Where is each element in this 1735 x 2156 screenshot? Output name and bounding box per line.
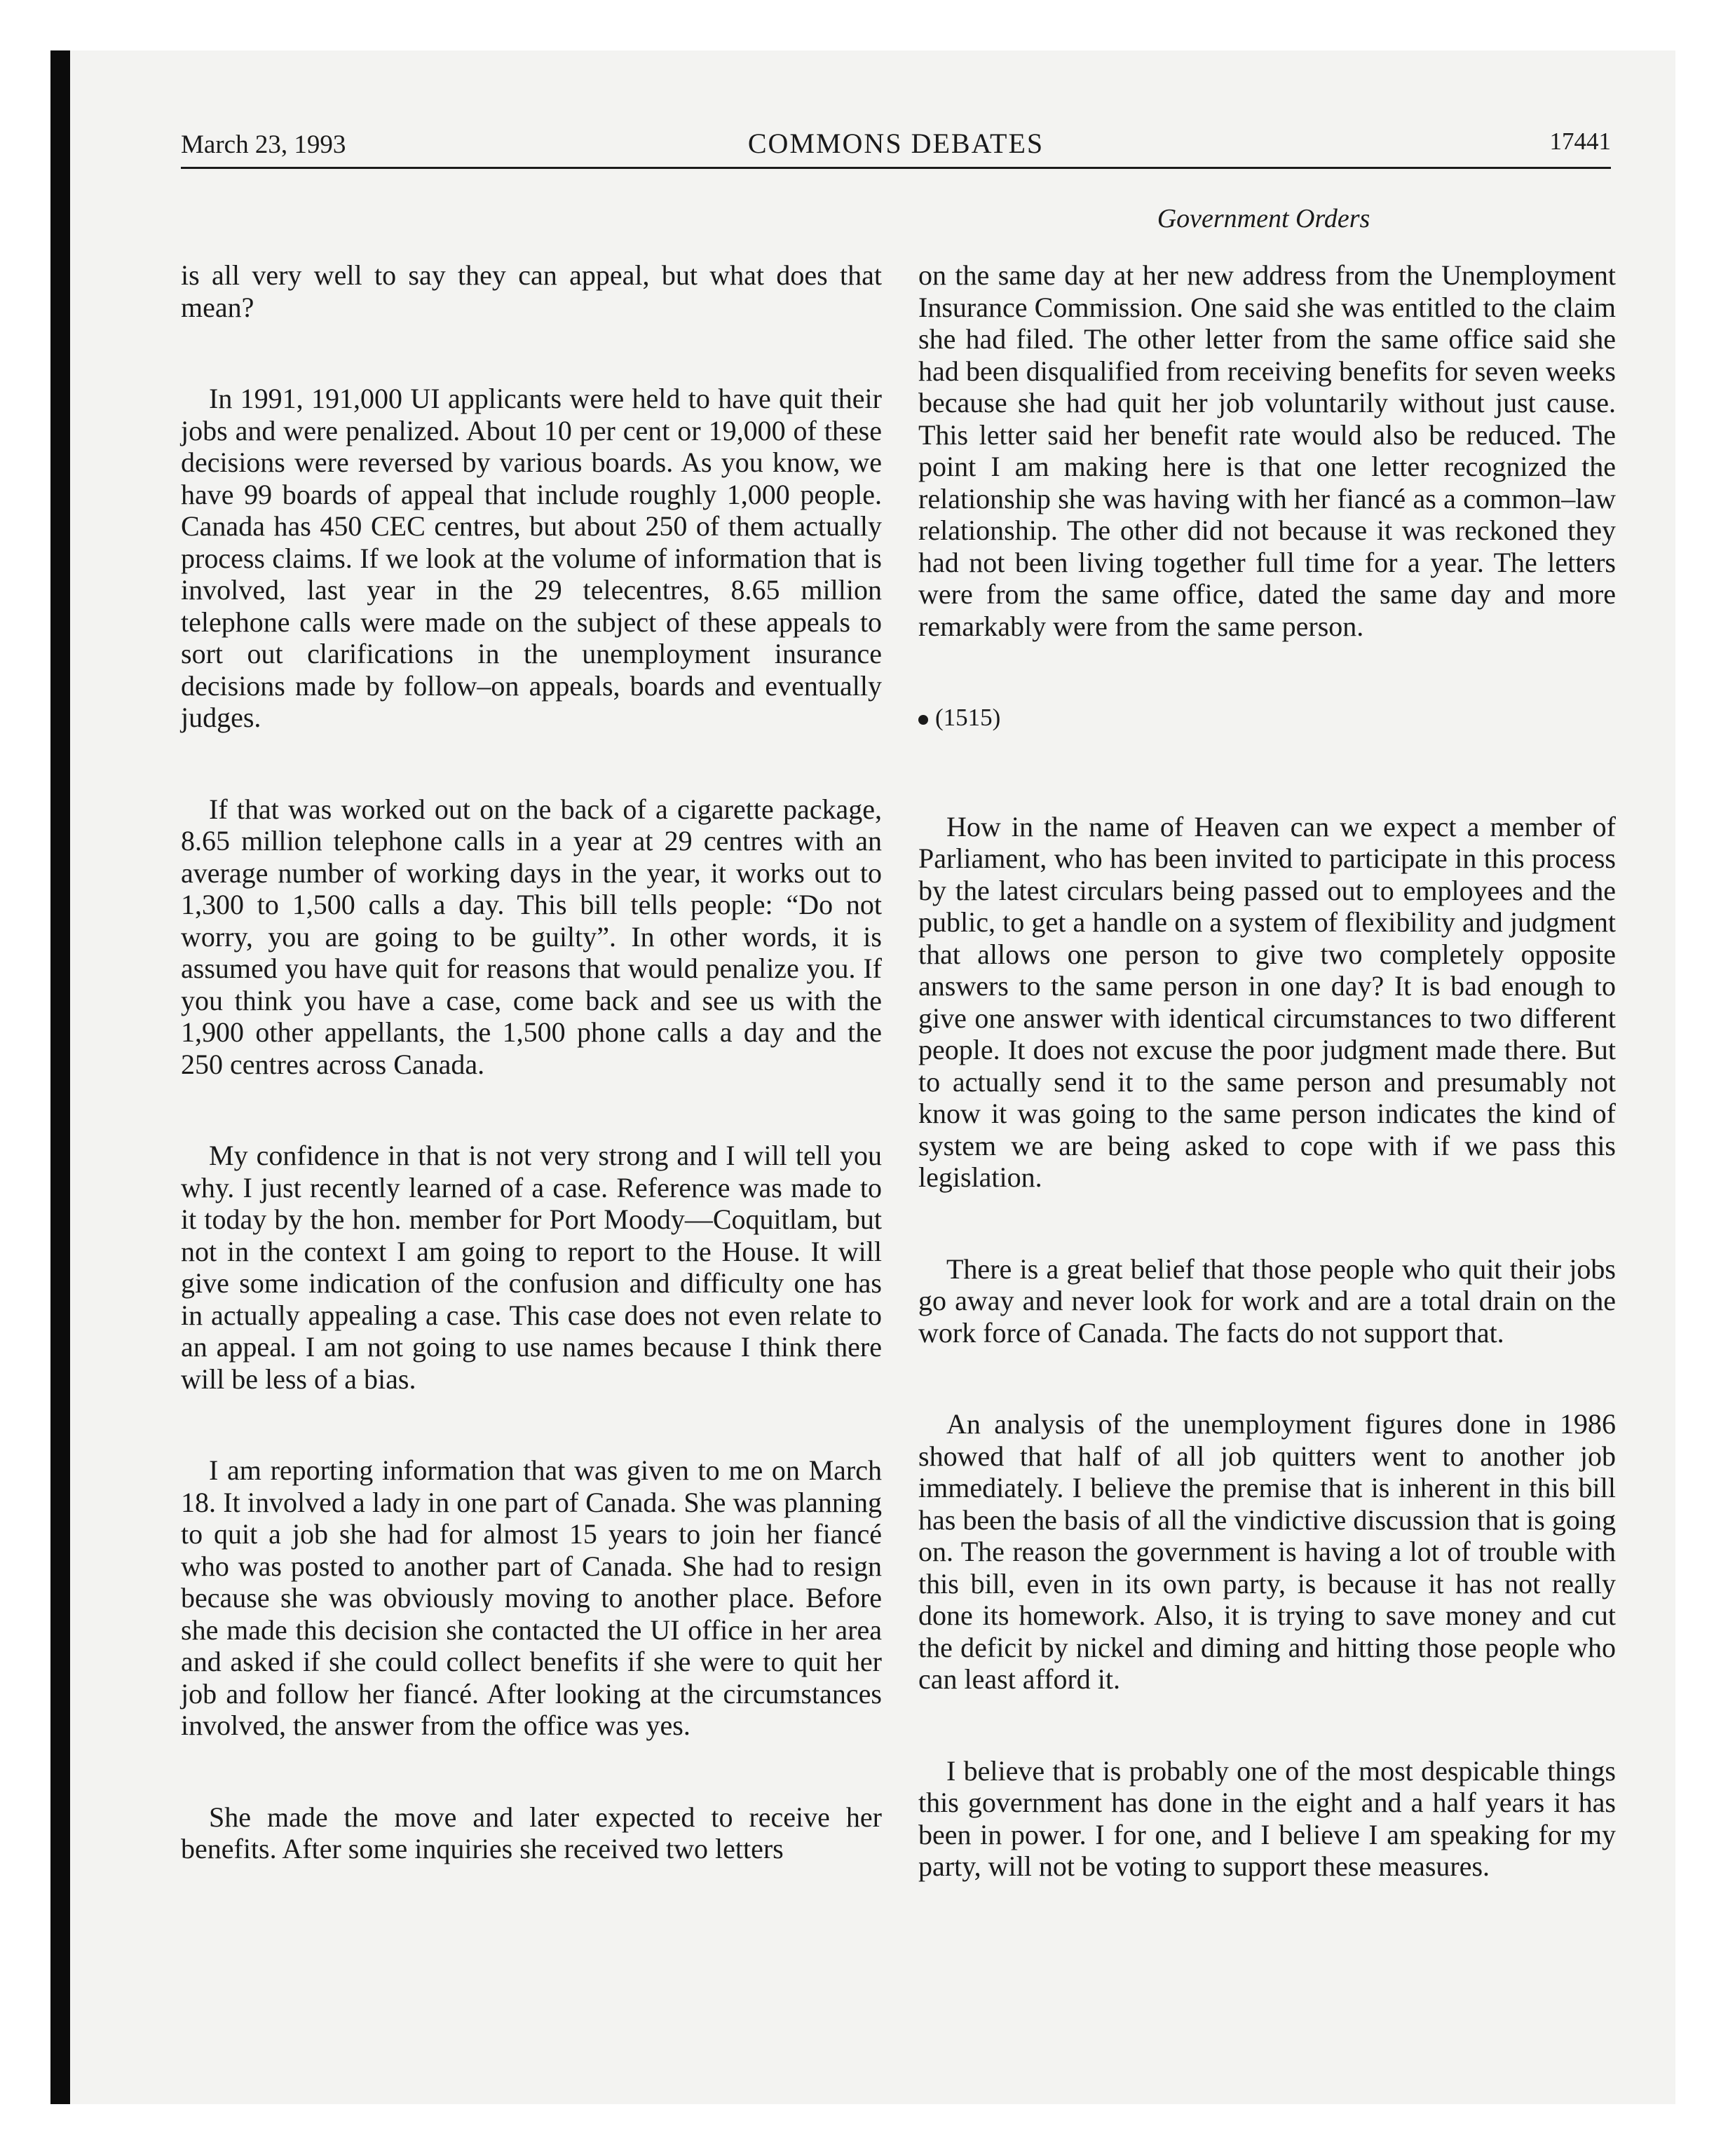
left-column [181,259,882,1925]
paragraph: on the same day at her new address from the Unemployment Insurance Commission. One said she was entitled to the claim she had filed. The other letter from the same office said she had been disqualified from receiving benefits for seven weeks because she had quit her job voluntarily without just cause. This letter said her benefit rate would also be reduced. The point I am making here is that one letter recognized the relationship she was having with her fiancé as a common–law relationship. The other did not because it was reckoned they had not been living together full time for a year. The letters were from the same office, dated the same day and more remarkably were from the same person. [918,259,1616,642]
paragraph: is all very well to say they can appeal, but what does that mean? [181,259,882,323]
section-label: Government Orders [1157,204,1370,233]
paragraph: I believe that is probably one of the most despicable things this government has done in the eight and a half years it has been in power. I for one, and I believe I am speaking for my party, will not be voting to support these measures. [918,1754,1616,1882]
header-title: COMMONS DEBATES [747,128,1045,159]
timestamp-text: (1515) [935,704,1001,731]
paragraph: How in the name of Heaven can we expect a member of Parliament, who has been invited to participate in this process by the latest circulars being passed out to employees and the public, to get a handle on a system of flexibility and judgment that allows one person to give two completely opposite answers to the same person in one day? It is bad enough to give one answer with identical circumstances to two different people. It does not excuse the poor judgment made there. But to actually send it to the same person and presumably not know it was going to the same person indicates the kind of system we are being asked to cope with if we pass this legislation. [918,810,1616,1193]
page-margin [0,0,50,2156]
header-date: March 23, 1993 [181,130,346,159]
header-page-number: 17441 [1549,128,1611,155]
paragraph: I am reporting information that was given to me on March 18. It involved a lady in one part of Canada. She was planning to quit a job she had for almost 15 years to join her fiancé who was posted to another part of Canada. She had to resign because she was obviously moving to another place. Before she made this decision she contacted the UI office in her area and asked if she could collect benefits if she were to quit her job and follow her fiancé. After looking at the circumstances involved, the answer from the office was yes. [181,1454,882,1741]
paragraph: An analysis of the unemployment figures done in 1986 showed that half of all job quitters went to another job immediately. I believe the premise that is inherent in this bill has been the basis of all the vindictive discussion that is going on. The reason the government is having a lot of trouble with this bill, even in its own party, is because it has not really done its homework. Also, it is trying to save money and cut the deficit by nickel and diming and hitting those people who can least afford it. [918,1408,1616,1695]
bullet-icon [918,715,928,725]
scan-edge-bar [50,50,70,2104]
right-column [918,259,1616,1942]
paragraph: My confidence in that is not very strong and I will tell you why. I just recently learned of a case. Reference was made to it today by the hon. member for Port Moody—Coquitlam, but not in the context I am going to report to the House. It will give some indication of the confusion and difficulty one has in actually appealing a case. This case does not even relate to an appeal. I am not going to use names because I think there will be less of a bias. [181,1140,882,1395]
paragraph: There is a great belief that those people who quit their jobs go away and never look for work and are a total drain on the work force of Canada. The facts do not support that. [918,1253,1616,1349]
paragraph: She made the move and later expected to receive her benefits. After some inquiries she received two letters [181,1801,882,1864]
paragraph: If that was worked out on the back of a cigarette package, 8.65 million telephone calls in a year at 29 centres with an average number of working days in the year, it works out to 1,300 to 1,500 calls a day. This bill tells people: “Do not worry, you are going to be guilty”. In other words, it is assumed you have quit for reasons that would penalize you. If you think you have a case, come back and see us with the 1,900 other appellants, the 1,500 phone calls a day and the 250 centres across Canada. [181,793,882,1080]
page-header [181,121,1611,169]
paragraph: In 1991, 191,000 UI applicants were held to have quit their jobs and were penalized. About 10 per cent or 19,000 of these decisions were reversed by various boards. As you know, we have 99 boards of appeal that include roughly 1,000 people. Canada has 450 CEC centres, but about 250 of them actually process claims. If we look at the volume of information that is involved, last year in the 29 telecentres, 8.65 million telephone calls were made on the subject of these appeals to sort out clarifications in the unemployment insurance decisions made by follow–on appeals, boards and eventually judges. [181,383,882,733]
timestamp-marker [918,702,1616,734]
